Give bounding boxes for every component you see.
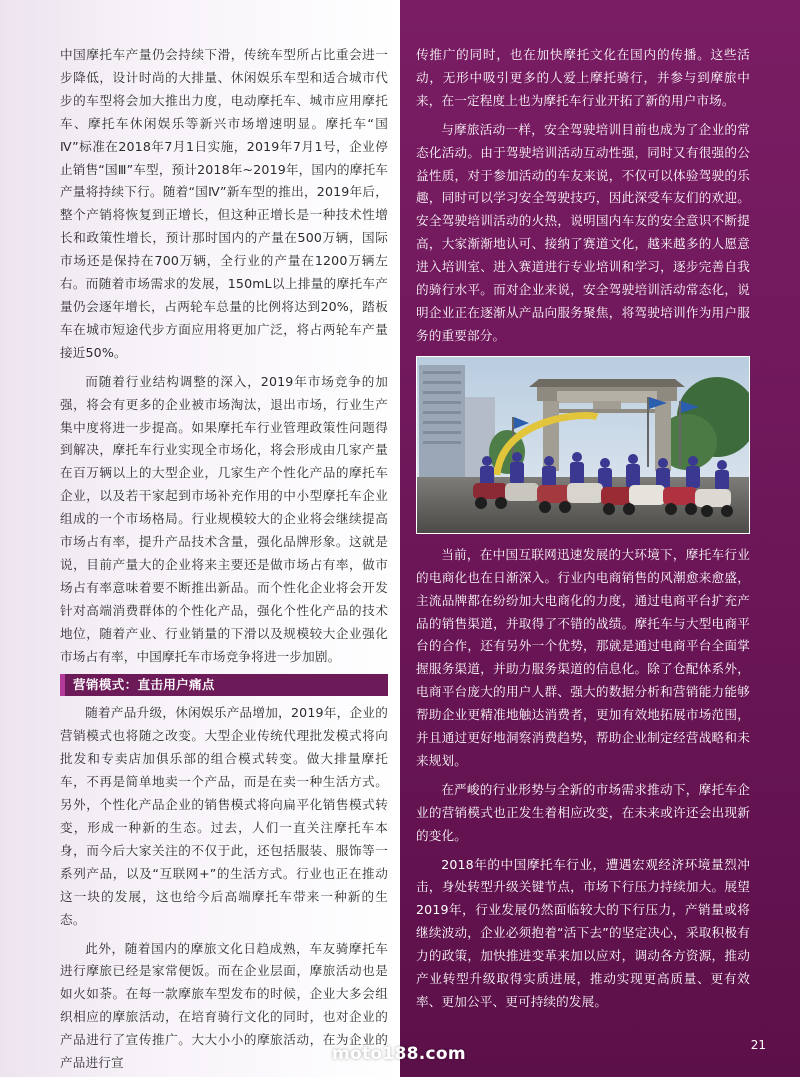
right-paragraph-3: 当前，在中国互联网迅速发展的大环境下，摩托车行业的电商化也在日渐深入。行业内电商销售的风潮愈来愈盛，主流品牌都在纷纷加大电商化的力度，通过电商平台扩充产品的销售渠道，并取得了不错的战绩。摩托车与大型电商平台的合作，还有另外一个优势，那就是通过电商平台全面掌握服务渠道，并助力服务渠道的信息化。除了仓配体系外，电商平台庞大的用户人群、强大的数据分析和营销能力能够帮助企业更精准地触达消费者，更加有效地拓展市场范围，并且通过更好地洞察消费趋势，帮助企业制定经营战略和未来规划。 — [416, 546, 750, 768]
left-paragraph-1: 中国摩托车产量仍会持续下滑，传统车型所占比重会进一步降低，设计时尚的大排量、休闲娱乐车型和适合城市代步的车型将会加大推出力度，电动摩托车、城市应用摩托车、摩托车休闲娱乐等新兴市场增速明显。摩托车“国Ⅳ”标准在2018年7月1日实施，2019年7月1号，企业停止销售“国Ⅲ”车型，预计2018年~2019年，国内的摩托车产量将持续下行。随着“国Ⅳ”新车型的推出，2019年后，整个产销将恢复到正增长，但这种正增长是一种技术性增长和政策性增长，预计那时国内的产量在500万辆，国际市场还是保持在700万辆，全行业的产量在1200万辆左右。而随着市场需求的发展，150mL以上排量的摩托车产量仍会逐年增长，占两轮车总量的比例将达到20%，踏板车在城市短途代步方面应用将更加广泛，将占两轮车产量接近50%。 — [60, 47, 388, 360]
left-column — [60, 44, 388, 1081]
left-paragraph-3: 随着产品升级，休闲娱乐产品增加，2019年，企业的营销模式也将随之改变。大型企业传统代理批发模式将向批发和专卖店加俱乐部的组合模式转变。做大排量摩托车，不再是简单地卖一个产品，而是在卖一种生活方式。另外，个性化产品企业的销售模式将向扁平化销售模式转变，形成一种新的生态。过去，人们一直关注摩托车本身，而今后大家关注的不仅于此，还包括服装、服饰等一系列产品，以及“互联网+”的生活方式。行业也正在推动这一块的发展，这也给今后高端摩托车带来一种新的生态。 — [60, 705, 388, 927]
left-paragraph-4: 此外，随着国内的摩旅文化日趋成熟，车友骑摩托车进行摩旅已经是家常便饭。而在企业层面，摩旅活动也是如火如荼。在每一款摩旅车型发布的时候，企业大多会组织相应的摩旅活动，在培育骑行文化的同时，也对企业的产品进行了宣传推广。大大小小的摩旅活动，在为企业的产品进行宣 — [60, 940, 388, 1071]
right-paragraph-1: 传推广的同时，也在加快摩托文化在国内的传播。这些活动，无形中吸引更多的人爱上摩托骑行，并参与到摩旅中来，在一定程度上也为摩托车行业开拓了新的用户市场。 — [416, 47, 750, 108]
right-column — [416, 44, 750, 1020]
section-heading-bar — [60, 674, 65, 696]
left-paragraph-2: 而随着行业结构调整的深入，2019年市场竞争的加强，将会有更多的企业被市场淘汰，退出市场，行业生产集中度将进一步提高。如果摩托车行业管理政策性问题得到解决，摩托车行业实现全市场化，将会形成由几家产量在百万辆以上的大型企业，几家生产个性化产品的摩托车企业，以及若干家起到市场补充作用的中小型摩托车企业组成的一个市场格局。行业规模较大的企业将会继续提高市场占有率，提升产品技术含量，强化品牌形象。这就是说，目前产量大的企业将来主要还是做市场占有率，做市场占有率意味着要不断推出新品。而个性化企业将会开发针对高端消费群体的个性化产品，强化个性化产品的技术地位，随着产业、行业销量的下滑以及规模较大企业强化市场占有率，中国摩托车市场竞争将进一步加剧。 — [60, 373, 388, 664]
page-number: 21 — [750, 1038, 766, 1052]
right-paragraph-5: 2018年的中国摩托车行业，遭遇宏观经济环境量烈冲击，身处转型升级关键节点，市场下行压力持续加大。展望2019年，行业发展仍然面临较大的下行压力，产销量或将继续波动，企业必须抱着“活下去”的坚定决心，采取积极有力的政策，加快推进变革来加以应对，调动各方资源，推动产业转型升级取得实质进展，推动实现更高质量、更有效率、更加公平、更可持续的发展。 — [416, 856, 750, 1009]
motorcycle-rally-illustration — [417, 357, 750, 534]
right-paragraph-2: 与摩旅活动一样，安全驾驶培训目前也成为了企业的常态化活动。由于驾驶培训活动互动性强，同时又有很强的公益性质，对于参加活动的车友来说，不仅可以体验驾驶的乐趣，同时可以学习安全驾驶技巧，因此深受车友们的欢迎。安全驾驶培训活动的火热，说明国内车友的安全意识不断提高，大家渐渐地认可、接纳了赛道文化，越来越多的人愿意进入培训室、进入赛道进行专业培训和学习，逐步完善自我的骑行水平。而对企业来说，安全驾驶培训活动常态化，说明企业正在逐渐从产品向服务聚焦，将驾驶培训作为用户服务的重要部分。 — [416, 121, 750, 343]
motorcycle-rally-photo — [416, 356, 750, 534]
watermark-logo: moto188.com — [332, 1044, 466, 1064]
right-paragraph-4: 在严峻的行业形势与全新的市场需求推动下，摩托车企业的营销模式也正发生着相应改变，在未来或许还会出现新的变化。 — [416, 781, 750, 843]
section-heading-marketing — [60, 674, 388, 696]
section-heading-title: 营销模式：直击用户痛点 — [73, 677, 215, 693]
